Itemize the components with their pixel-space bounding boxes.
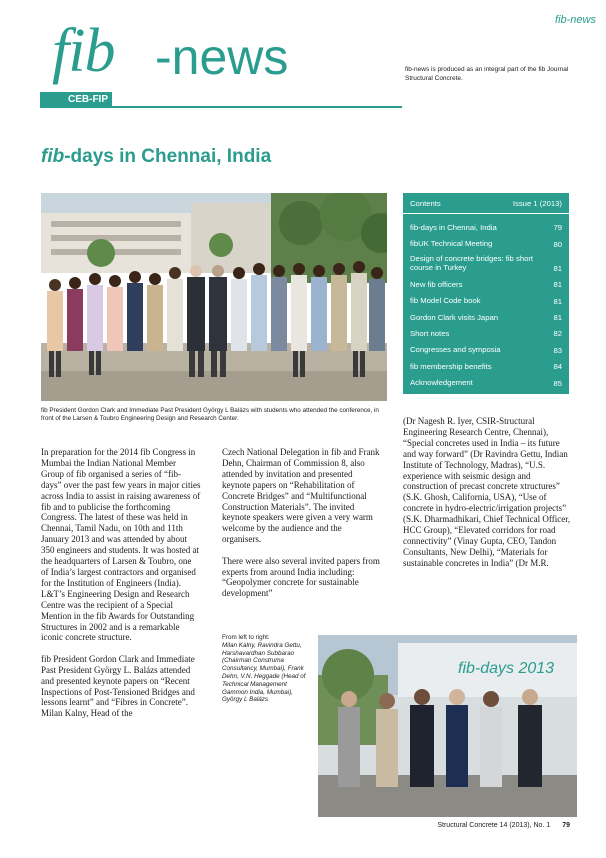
contents-item-title: fibUK Technical Meeting — [410, 239, 493, 249]
contents-item[interactable] — [410, 216, 562, 232]
contents-issue: Issue 1 (2013) — [512, 199, 562, 208]
article-paragraph: There were also several invited papers from experts from around India including: “Geopolymer concrete for sustainable development” — [222, 555, 380, 599]
group-photo — [41, 193, 387, 401]
contents-label: Contents — [410, 199, 441, 208]
speakers-photo-caption — [222, 634, 308, 704]
contents-item-page: 81 — [553, 263, 562, 273]
title-fib: fib — [41, 146, 65, 167]
contents-item-title: Design of concrete bridges: fib short course in Turkey — [410, 253, 534, 273]
logo-news: -news — [155, 29, 289, 85]
article-title — [41, 146, 271, 168]
contents-item-page: 80 — [553, 239, 562, 249]
caption-lead: From left to right: — [222, 634, 270, 641]
contents-item-title: fib membership benefits — [410, 361, 492, 371]
contents-item-page: 83 — [553, 345, 562, 355]
contents-item[interactable] — [410, 273, 562, 289]
logo-fib: fib — [52, 17, 115, 85]
contents-item-page: 81 — [553, 296, 562, 306]
contents-item-title: Congresses and symposia — [410, 345, 501, 355]
contents-item-page: 79 — [553, 223, 562, 233]
article-paragraph: fib President Gordon Clark and Immediate Past President György L. Balázs attended and presented keynote papers on “Recent Inspections of Post-Tensioned Bridges and lessons learnt” and “Fibres in Concrete”. Milan Kalny, Head of the — [41, 653, 195, 719]
contents-item-page: 84 — [553, 362, 562, 372]
speakers-photo-image — [318, 635, 577, 817]
contents-item-page: 85 — [553, 378, 562, 388]
article-paragraph: In preparation for the 2014 fib Congress in Mumbai the Indian National Member Group of fib organised a series of “fib-days” over the past few years in major cities across India to assist in raising awareness of fib and to publicise the forthcoming Congress. The latest of these was held in Chennai, Tamil Nadu, on 10th and 11th January 2013 and was attended by about 350 engineers and students. It was hosted at the headquarters of Larsen & Toubro, one of India’s largest contractors and organised for the Institution of Engineers (India). L&T’s Engineering Design and Research Centre was the recipient of a Special Mention in the fib Awards for Outstanding Structures in 2002 and is a remarkable iconic concrete structure. — [41, 447, 201, 643]
section-tag: fib-news — [555, 14, 596, 26]
contents-item-title: Short notes — [410, 328, 450, 338]
contents-item[interactable] — [410, 322, 562, 338]
contents-item-title: Acknowledgement — [410, 378, 473, 388]
contents-item[interactable] — [410, 249, 562, 273]
contents-item[interactable] — [410, 355, 562, 371]
contents-item-title: Gordon Clark visits Japan — [410, 312, 499, 322]
contents-item-page: 82 — [553, 329, 562, 339]
contents-item[interactable] — [410, 289, 562, 305]
contents-item-title: fib-days in Chennai, India — [410, 222, 497, 232]
title-rest: -days in Chennai, India — [64, 146, 272, 167]
banner-text: fib-days 2013 — [458, 660, 555, 677]
caption-names: Milan Kalny, Ravindra Gettu, Harshavardhan Subbarao (Chairman Construma Consultancy, Mumbai), Frank Dehn, V.N. Heggade (Head of Technical Management Gammon India, Mumbai), György L Balázs — [222, 641, 306, 704]
group-photo-image — [41, 193, 387, 401]
contents-item[interactable] — [410, 306, 562, 322]
article-paragraph: Czech National Delegation in fib and Frank Dehn, Chairman of Commission 8, also attended by invitation and presented keynote papers on “Rehabilitation of Concrete Bridges” and “Multifunctional Construction Materials”. The invited keynote speakers were given a very warm welcome by the audience and the organisers. — [222, 447, 380, 545]
contents-header — [403, 193, 569, 214]
article-column-2 — [222, 447, 382, 610]
tagline: fib-news is produced as an integral part of the fib Journal Structural Concrete. — [405, 66, 569, 82]
logo-band: CEB-FIP — [40, 92, 112, 108]
journal-reference: Structural Concrete 14 (2013), No. 1 — [437, 822, 551, 829]
page-footer — [437, 822, 570, 829]
contents-item[interactable] — [410, 338, 562, 354]
contents-item-page: 81 — [553, 280, 562, 290]
contents-item[interactable] — [410, 232, 562, 248]
article-column-3 — [403, 416, 573, 579]
logo-rule — [112, 106, 402, 108]
article-column-1 — [41, 447, 201, 730]
page-number: 79 — [562, 822, 570, 829]
fib-news-logo — [40, 17, 360, 110]
group-photo-caption: fib President Gordon Clark and Immediate Past President György L Balázs with students who attended the conference, in front of the Larsen & Toubro Engineering Design and Research Center. — [41, 407, 379, 423]
contents-item-title: fib Model Code book — [410, 296, 481, 306]
contents-item[interactable] — [410, 371, 562, 387]
contents-item-title: New fib officers — [410, 279, 463, 289]
speakers-photo — [318, 635, 577, 817]
contents-box — [403, 193, 569, 394]
contents-item-page: 81 — [553, 312, 562, 322]
article-paragraph: (Dr Nagesh R. Iyer, CSIR-Structural Engineering Research Centre, Chennai), “Special concretes used in India – its future and way forward” (Dr Ravindra Gettu, Indian Institute of Technology, Madras), “U.S. experience with seismic design and construction of precast concrete xtructures” (S.K. Ghosh, California, USA), “Use of concrete in hydro-electric/irrigation projects” (S.K. Dharmadhikari, Chief Technical Officer, HCC Group), “Elevated corridors for road connectivity” (Vinay Gupta, CEO, Tandon Consultants, New Delhi), “Materials for sustainable concretes in India” (Dr M.R. — [403, 416, 571, 568]
contents-list — [403, 214, 569, 388]
